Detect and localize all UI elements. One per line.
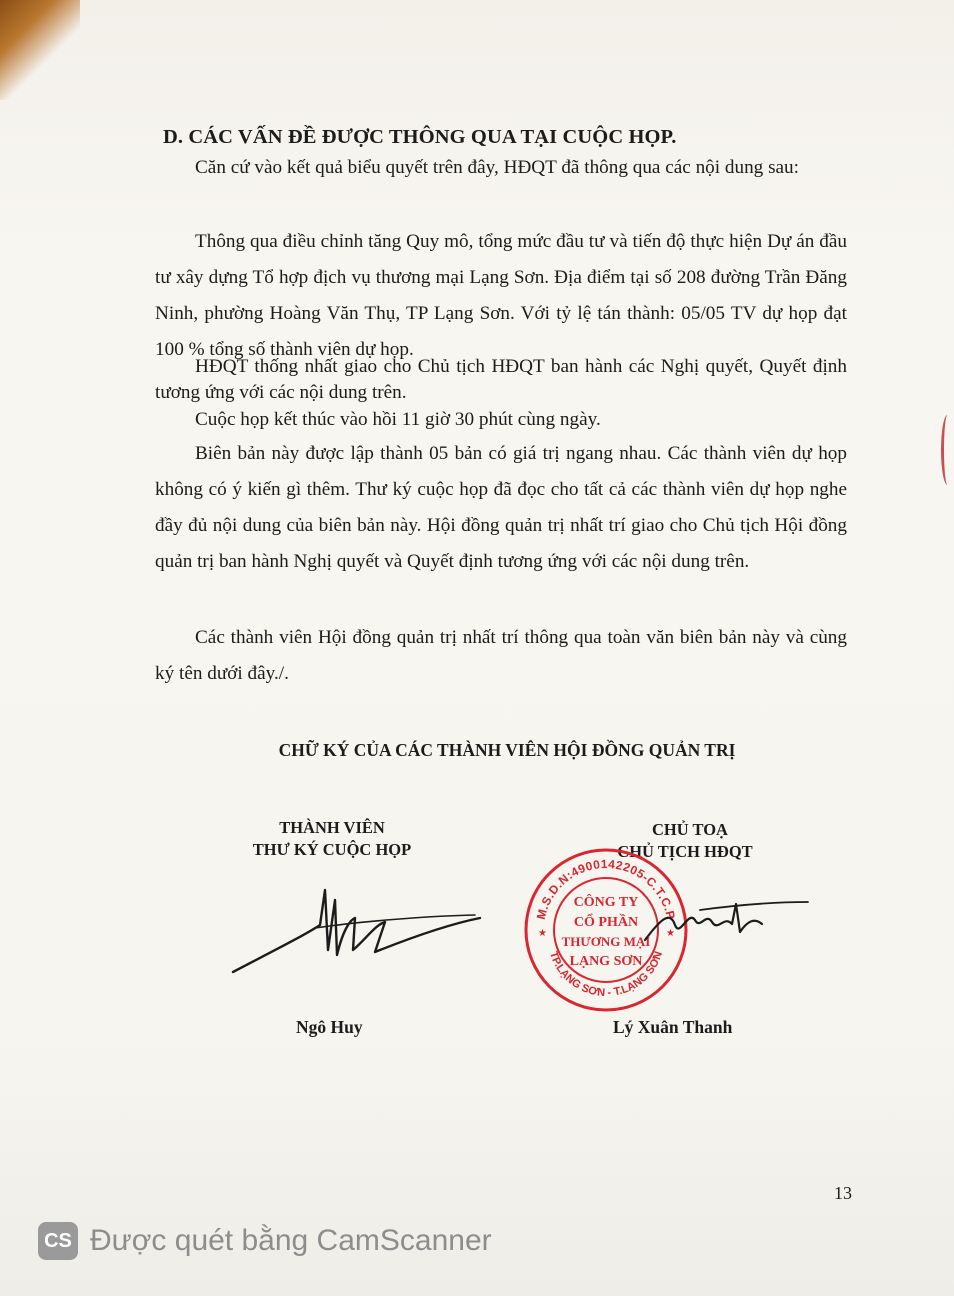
signatures-title: CHỮ KÝ CỦA CÁC THÀNH VIÊN HỘI ĐỒNG QUẢN TRỊ [278, 740, 736, 760]
right-signer-role-1: CHỦ TOẠ [652, 820, 728, 839]
paragraph-intro: Căn cứ vào kết quả biểu quyết trên đây, HĐQT đã thông qua các nội dung sau: [195, 157, 799, 178]
page-corner-fold [0, 0, 80, 100]
right-signer-role-2: CHỦ TỊCH HĐQT [617, 842, 753, 861]
camscanner-watermark [38, 1221, 492, 1261]
svg-text:★: ★ [538, 928, 547, 939]
paragraph-approval: Thông qua điều chỉnh tăng Quy mô, tổng mức đầu tư và tiến độ thực hiện Dự án đầu tư xây dựng Tổ hợp địch vụ thương mại Lạng Sơn. Địa điểm tại số 208 đường Trần Đăng Ninh, phường Hoàng Văn Thụ, TP Lạng Sơn. Với tỷ lệ tán thành: 05/05 TV dự họp đạt 100 % tổng số thành viên dự họp. [155, 231, 847, 360]
left-signer-name: Ngô Huy [296, 1017, 363, 1037]
svg-text:★: ★ [666, 928, 675, 939]
left-signer-role-2: THƯ KÝ CUỘC HỌP [252, 840, 412, 859]
svg-text:LẠNG SƠN: LẠNG SƠN [569, 954, 643, 969]
svg-text:CỔ PHẦN: CỔ PHẦN [573, 915, 639, 930]
paragraph-minutes: Biên bản này được lập thành 05 bản có giá trị ngang nhau. Các thành viên dự họp không có ý kiến gì thêm. Thư ký cuộc họp đã đọc cho tất cả các thành viên dự họp nghe đầy đủ nội dung của biên bản này. Hội đồng quản trị nhất trí giao cho Chủ tịch Hội đồng quản trị ban hành Nghị quyết và Quyết định tương ứng với các nội dung trên. [155, 443, 847, 572]
svg-text:CÔNG TY: CÔNG TY [573, 895, 639, 910]
left-signer-role-1: THÀNH VIÊN [279, 818, 385, 837]
camscanner-logo-icon: CS [38, 1222, 78, 1260]
page-number: 13 [834, 1183, 852, 1203]
svg-text:THƯƠNG MẠI: THƯƠNG MẠI [561, 934, 651, 949]
left-signature-image [225, 880, 485, 980]
paragraph-meeting-end: Cuộc họp kết thúc vào hồi 11 giờ 30 phút cùng ngày. [195, 409, 601, 430]
stamp-edge-mark [941, 415, 954, 485]
camscanner-text: Được quét bằng CamScanner [90, 1224, 492, 1257]
paragraph-assignment: HĐQT thống nhất giao cho Chủ tịch HĐQT ban hành các Nghị quyết, Quyết định tương ứng với các nội dung trên. [155, 356, 847, 403]
svg-text:TP.LẠNG SƠN - T.LẠNG SƠN: TP.LẠNG SƠN - T.LẠNG SƠN [546, 949, 666, 1000]
right-signer-name: Lý Xuân Thanh [613, 1017, 733, 1037]
svg-text:M.S.D.N:4900142205-C.T.C.P: M.S.D.N:4900142205-C.T.C.P [533, 856, 679, 921]
right-signature-image [640, 890, 810, 960]
section-heading: D. CÁC VẤN ĐỀ ĐƯỢC THÔNG QUA TẠI CUỘC HỌP. [163, 126, 677, 148]
paragraph-sign-off: Các thành viên Hội đồng quản trị nhất trí thông qua toàn văn biên bản này và cùng ký tên dưới đây./. [155, 627, 847, 684]
